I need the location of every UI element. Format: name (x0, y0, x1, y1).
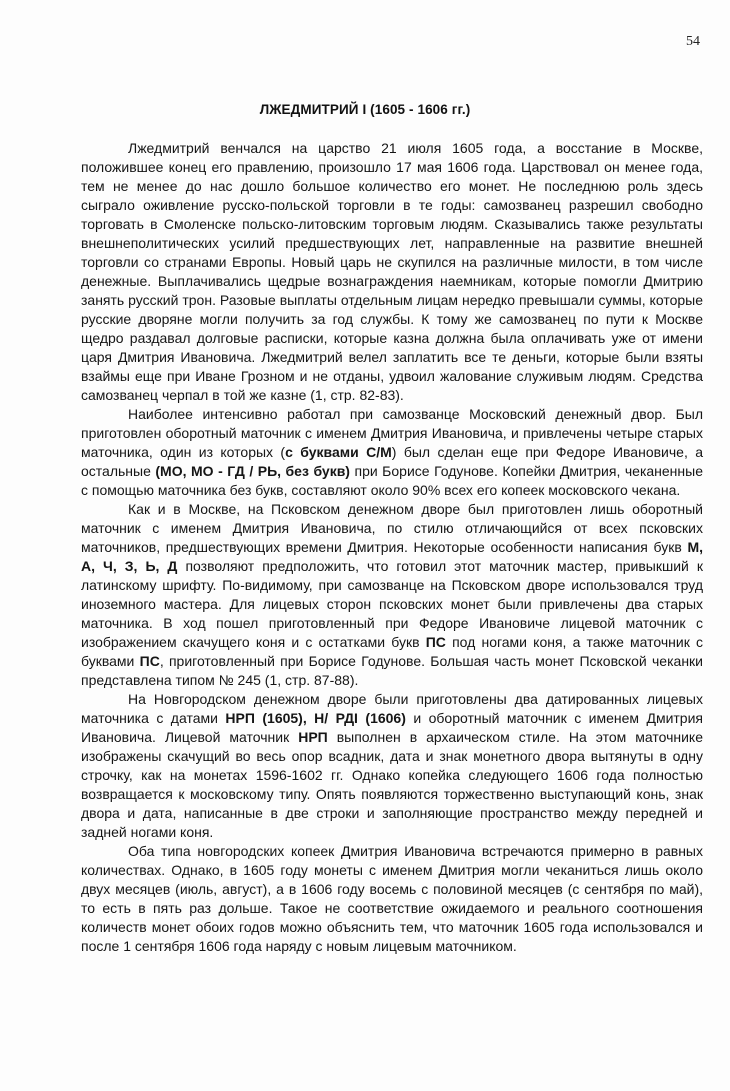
bold-run: М, А, Ч, З, Ь, Д (81, 539, 703, 574)
bold-run: ПС (139, 653, 160, 669)
document-body (81, 139, 703, 956)
bold-run: (МО, МО - ГД / РЬ, без букв) (155, 463, 350, 479)
text-run: На Новгородском денежном дворе были приготовлены два датированных лицевых маточника с датами (81, 691, 703, 726)
paragraph (81, 690, 703, 842)
paragraph (81, 405, 703, 500)
bold-run: с буквами С/М (285, 444, 392, 460)
bold-run: НРП (298, 729, 328, 745)
text-run: под ногами коня, а также маточник с буквами (81, 634, 703, 669)
bold-run: ПС (425, 634, 446, 650)
bold-run: НРП (1605), Н/ РДI (1606) (225, 710, 406, 726)
paragraph (81, 139, 703, 405)
document-title: ЛЖЕДМИТРИЙ I (1605 - 1606 гг.) (259, 102, 471, 117)
text-run: , приготовленный при Борисе Годунове. Большая часть монет Псковской чеканки представлена типом № 245 (1, стр. 87-88). (81, 653, 703, 688)
paragraph (81, 500, 703, 690)
text-run: и оборотный маточник с именем Дмитрия Ивановича. Лицевой маточник (81, 710, 703, 745)
text-run: позволяют предположить, что готовил этот маточник мастер, привыкший к латинскому шрифту. По-видимому, при самозванце на Псковском дворе использовался труд иноземного мастера. Для лицевых сторон псковских монет были привлечены два старых маточника. В ход пошел приготовленный при Федоре Ивановиче лицевой маточник с изображением скачущего коня и с остатками букв (81, 558, 703, 650)
text-run: Как и в Москве, на Псковском денежном дворе был приготовлен лишь оборотный маточник с именем Дмитрия Ивановича, по стилю отличающийся от всех псковских маточников, предшествующих времени Дмитрия. Некоторые особенности написания букв (81, 501, 703, 555)
paragraph (81, 842, 703, 956)
text-run: выполнен в архаическом стиле. На этом маточнике изображены скачущий во весь опор всадник, дата и знак монетного двора вытянуты в одну строчку, как на монетах 1596-1602 гг. Однако копейка следующего 1606 года полностью возвращается к московскому типу. Опять появляются торжественно выступающий конь, знак двора и дата, написанные в две строки и заполняющие пространство между передней и задней ногами коня. (81, 729, 703, 840)
page-number: 54 (686, 34, 700, 49)
text-run: ) был сделан еще при Федоре Ивановиче, а остальные (81, 444, 704, 479)
text-run: при Борисе Годунове. Копейки Дмитрия, чеканенные с помощью маточника без букв, составляют около 90% всех его копеек московского чекана. (81, 463, 703, 498)
text-run: Оба типа новгородских копеек Дмитрия Ивановича встречаются примерно в равных количествах. Однако, в 1605 году монеты с именем Дмитрия могли чеканиться лишь около двух месяцев (июль, август), а в 1606 году восемь с половиной месяцев (с сентября по май), то есть в пять раз дольше. Такое не соответствие ожидаемого и реального соотношения количеств монет обоих годов можно объяснить тем, что маточник 1605 года использовался и после 1 сентября 1606 года наряду с новым лицевым маточником. (81, 843, 703, 954)
text-run: Лжедмитрий венчался на царство 21 июля 1605 года, а восстание в Москве, положившее конец его правлению, произошло 17 мая 1606 года. Царствовал он менее года, тем не менее до нас дошло большое количество его монет. Не последнюю роль здесь сыграло оживление русско-польской торговли в те годы: самозванец разрешил свободно торговать в Смоленске польско-литовским торговым людям. Сказывались также результаты внешнеполитических усилий предшествующих лет, направленные на развитие внешней торговли со странами Европы. Новый царь не скупился на различные милости, в том числе денежные. Выплачивались щедрые вознаграждения наемникам, которые помогли Дмитрию занять русский трон. Разовые выплаты отдельным лицам нередко превышали суммы, которые русские дворяне могли получить за год службы. К тому же самозванец по пути к Москве щедро раздавал долговые расписки, которые казна должна была оплачивать уже от имени царя Дмитрия Ивановича. Лжедмитрий велел заплатить все те деньги, которые были взяты взаймы еще при Иване Грозном и не отданы, удвоил жалование служивым людям. Средства самозванец черпал в той же казне (1, стр. 82-83). (81, 140, 703, 403)
text-run: Наиболее интенсивно работал при самозванце Московский денежный двор. Был приготовлен оборотный маточник с именем Дмитрия Ивановича, и привлечены четыре старых маточника, один из которых ( (81, 406, 703, 460)
